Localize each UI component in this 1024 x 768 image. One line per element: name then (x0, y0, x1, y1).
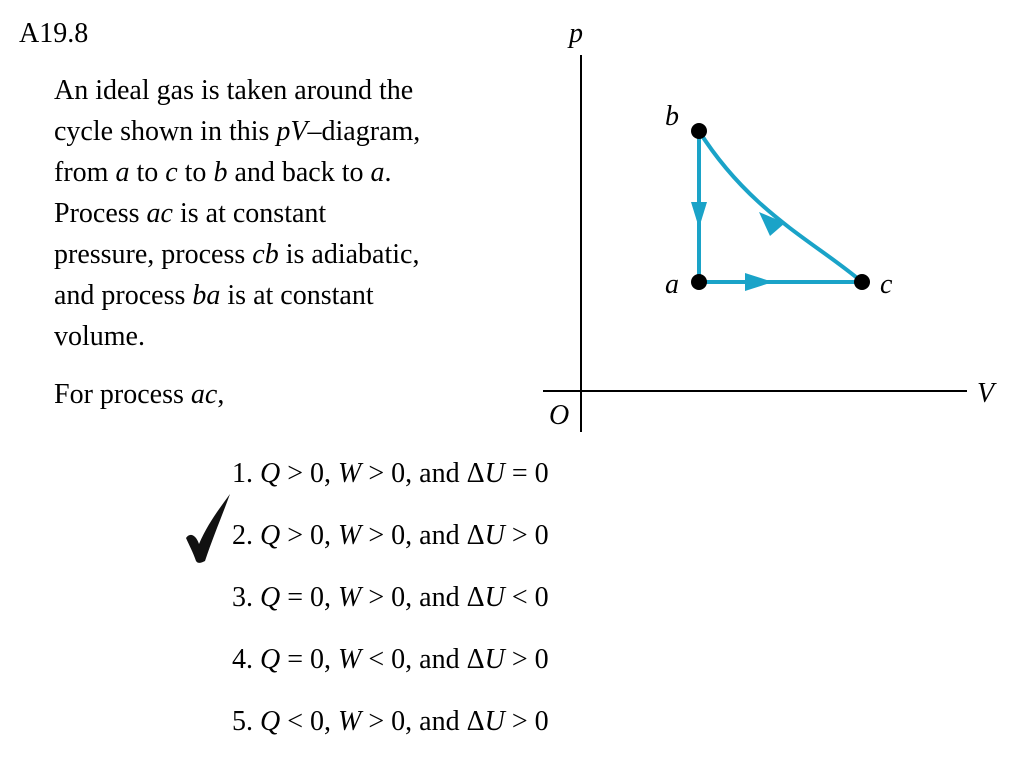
text-run: > 0, (280, 458, 339, 489)
origin-label: O (549, 400, 570, 431)
math-variable: U (484, 458, 505, 489)
problem-text-line (54, 234, 420, 275)
text-run: > 0 (504, 520, 549, 551)
answer-choice-2[interactable] (232, 516, 549, 556)
process-cb-curve (699, 131, 862, 282)
point-b (691, 123, 707, 139)
right-arrow-icon (745, 273, 773, 291)
text-run: < 0 (504, 582, 549, 613)
answer-choice-5[interactable] (232, 702, 549, 742)
p-axis-label: p (569, 18, 583, 49)
problem-text-line (54, 193, 420, 234)
math-variable: W (338, 706, 362, 737)
problem-text-line (54, 152, 420, 193)
text-run: , (217, 379, 225, 410)
point-c-label: c (880, 269, 893, 300)
point-a-label: a (665, 269, 679, 300)
math-variable: Q (260, 706, 281, 737)
text-run: from (54, 157, 116, 188)
math-variable: U (484, 520, 505, 551)
text-run: < 0, and Δ (361, 644, 485, 675)
math-variable: W (338, 520, 362, 551)
math-variable: Q (260, 458, 281, 489)
text-run: and back to (227, 157, 371, 188)
problem-text-line (54, 70, 420, 111)
problem-statement (54, 70, 420, 357)
text-run: > 0, (280, 520, 339, 551)
text-run: 4. (232, 644, 260, 675)
text-run: volume. (54, 321, 145, 352)
text-run: 5. (232, 706, 260, 737)
math-variable: U (484, 582, 505, 613)
math-variable: W (338, 458, 362, 489)
problem-text-line (54, 111, 420, 152)
text-run: Process (54, 198, 147, 229)
math-variable: Q (260, 520, 281, 551)
math-variable: b (213, 157, 228, 188)
math-variable: W (338, 644, 362, 675)
text-run: > 0 (504, 644, 549, 675)
problem-number: A19.8 (19, 18, 89, 49)
math-variable: ac (190, 379, 218, 410)
math-variable: W (338, 582, 362, 613)
problem-text-line (54, 275, 420, 316)
math-variable: U (484, 706, 505, 737)
text-run: . (384, 157, 392, 188)
math-variable: a (370, 157, 385, 188)
point-b-label: b (665, 101, 679, 132)
text-run: and process (54, 280, 193, 311)
point-c (854, 274, 870, 290)
text-run: An ideal gas is taken around the (54, 75, 414, 106)
text-run: 3. (232, 582, 260, 613)
text-run: is at constant (220, 280, 374, 311)
text-run: > 0, and Δ (361, 520, 485, 551)
text-run: to (129, 157, 166, 188)
text-run: is at constant (172, 198, 327, 229)
text-run: to (177, 157, 214, 188)
checkmark-icon (183, 492, 233, 567)
text-run: > 0 (504, 706, 549, 737)
text-run: > 0, and Δ (361, 458, 485, 489)
question-prompt (54, 377, 224, 413)
text-run: = 0 (504, 458, 549, 489)
text-run: = 0, (280, 644, 339, 675)
text-run: 1. (232, 458, 260, 489)
text-run: is adiabatic, (278, 239, 420, 270)
answer-choice-3[interactable] (232, 578, 549, 618)
problem-text-line (54, 316, 420, 357)
down-arrow-icon (691, 202, 707, 228)
math-variable: Q (260, 644, 281, 675)
text-run: –diagram, (307, 116, 421, 147)
v-axis-label: V (977, 378, 995, 409)
math-variable: ac (146, 198, 173, 229)
answer-choice-4[interactable] (232, 640, 549, 680)
math-variable: U (484, 644, 505, 675)
answer-choice-1[interactable] (232, 454, 549, 494)
pv-diagram (535, 10, 1015, 440)
text-run: < 0, (280, 706, 339, 737)
text-run: pressure, process (54, 239, 253, 270)
text-run: > 0, and Δ (361, 582, 485, 613)
math-variable: cb (252, 239, 279, 270)
text-run: 2. (232, 520, 260, 551)
math-variable: c (165, 157, 178, 188)
math-variable: pV (276, 116, 308, 147)
math-variable: ba (192, 280, 221, 311)
point-a (691, 274, 707, 290)
math-variable: Q (260, 582, 281, 613)
math-variable: a (115, 157, 130, 188)
text-run: > 0, and Δ (361, 706, 485, 737)
text-run: = 0, (280, 582, 339, 613)
text-run: For process (54, 379, 191, 410)
text-run: cycle shown in this (54, 116, 277, 147)
